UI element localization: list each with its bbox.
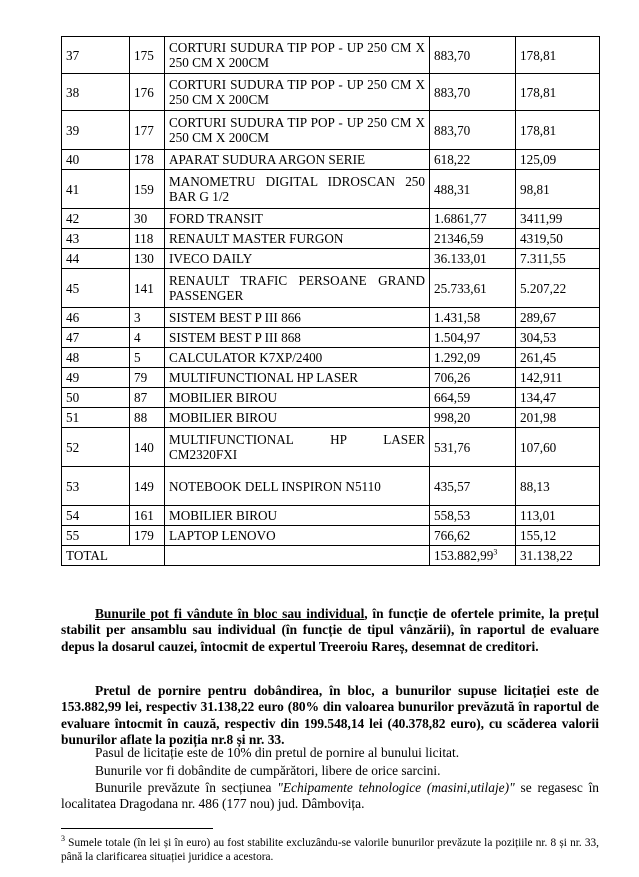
asset-description: APARAT SUDURA ARGON SERIE xyxy=(165,150,430,170)
sale-mode-text: , în funcție de ofertele primite, la prețul stabilit per ansamblu sau individual (în funcție de tipul vânzării), în raportul de evaluare depus la dosarul cauzei, întocmit de expertul Treeroiu Rareș, desemnat de creditori. xyxy=(61,606,599,654)
table-row xyxy=(62,111,600,150)
footnote-separator xyxy=(61,828,213,829)
footnote-mark: 3 xyxy=(61,834,65,844)
table-row xyxy=(62,408,600,428)
value-eur: 261,45 xyxy=(516,348,600,368)
table-row xyxy=(62,506,600,526)
location-text-before: Bunurile prevăzute în secțiunea xyxy=(95,780,278,795)
asset-description: LAPTOP LENOVO xyxy=(165,526,430,546)
asset-description: MANOMETRU DIGITAL IDROSCAN 250 BAR G 1/2 xyxy=(165,170,430,209)
inventory-id: 159 xyxy=(130,170,165,209)
table-row xyxy=(62,249,600,269)
asset-description: CORTURI SUDURA TIP POP - UP 250 CM X 250 CM X 200CM xyxy=(165,74,430,111)
table-row xyxy=(62,348,600,368)
value-eur: 142,911 xyxy=(516,368,600,388)
inventory-id: 177 xyxy=(130,111,165,150)
value-eur: 125,09 xyxy=(516,150,600,170)
table-row xyxy=(62,209,600,229)
value-ron: 998,20 xyxy=(430,408,516,428)
asset-description: SISTEM BEST P III 868 xyxy=(165,328,430,348)
value-ron: 558,53 xyxy=(430,506,516,526)
inventory-id: 130 xyxy=(130,249,165,269)
paragraph-location xyxy=(61,780,599,813)
table-row xyxy=(62,328,600,348)
inventory-id: 5 xyxy=(130,348,165,368)
row-number: 47 xyxy=(62,328,130,348)
inventory-id: 175 xyxy=(130,37,165,74)
value-eur: 155,12 xyxy=(516,526,600,546)
row-number: 51 xyxy=(62,408,130,428)
row-number: 45 xyxy=(62,269,130,308)
value-eur: 178,81 xyxy=(516,37,600,74)
value-ron: 664,59 xyxy=(430,388,516,408)
value-eur: 107,60 xyxy=(516,428,600,467)
value-ron: 883,70 xyxy=(430,37,516,74)
row-number: 44 xyxy=(62,249,130,269)
value-eur: 113,01 xyxy=(516,506,600,526)
asset-description: CALCULATOR K7XP/2400 xyxy=(165,348,430,368)
row-number: 43 xyxy=(62,229,130,249)
asset-description: RENAULT TRAFIC PERSOANE GRAND PASSENGER xyxy=(165,269,430,308)
total-eur: 31.138,22 xyxy=(516,546,600,566)
asset-description: RENAULT MASTER FURGON xyxy=(165,229,430,249)
row-number: 50 xyxy=(62,388,130,408)
total-empty-cell xyxy=(165,546,430,566)
footnote-text: Sumele totale (în lei și în euro) au fost stabilite excluzându-se valorile bunurilor prevăzute la pozițiile nr. 8 și nr. 33, până la clarificarea situației juridice a acestora. xyxy=(61,837,599,863)
asset-description: FORD TRANSIT xyxy=(165,209,430,229)
table-row xyxy=(62,74,600,111)
inventory-id: 176 xyxy=(130,74,165,111)
footnote xyxy=(61,836,599,864)
paragraph-bid-step: Pasul de licitație este de 10% din pretul de pornire al bunului licitat. xyxy=(95,745,460,760)
location-section-name: "Echipamente tehnologice (masini,utilaje)" xyxy=(277,780,515,795)
row-number: 42 xyxy=(62,209,130,229)
inventory-id: 179 xyxy=(130,526,165,546)
row-number: 52 xyxy=(62,428,130,467)
value-eur: 201,98 xyxy=(516,408,600,428)
row-number: 38 xyxy=(62,74,130,111)
value-eur: 4319,50 xyxy=(516,229,600,249)
asset-description: CORTURI SUDURA TIP POP - UP 250 CM X 250 CM X 200CM xyxy=(165,111,430,150)
value-ron: 883,70 xyxy=(430,111,516,150)
inventory-id: 87 xyxy=(130,388,165,408)
value-ron: 1.292,09 xyxy=(430,348,516,368)
total-row xyxy=(62,546,600,566)
row-number: 39 xyxy=(62,111,130,150)
inventory-id: 141 xyxy=(130,269,165,308)
inventory-id: 30 xyxy=(130,209,165,229)
asset-description: NOTEBOOK DELL INSPIRON N5110 xyxy=(165,467,430,506)
inventory-id: 118 xyxy=(130,229,165,249)
value-eur: 3411,99 xyxy=(516,209,600,229)
value-ron: 706,26 xyxy=(430,368,516,388)
value-ron: 488,31 xyxy=(430,170,516,209)
value-ron: 1.6861,77 xyxy=(430,209,516,229)
value-eur: 5.207,22 xyxy=(516,269,600,308)
value-eur: 7.311,55 xyxy=(516,249,600,269)
row-number: 54 xyxy=(62,506,130,526)
inventory-id: 88 xyxy=(130,408,165,428)
asset-description: MULTIFUNCTIONAL HP LASER xyxy=(165,368,430,388)
row-number: 40 xyxy=(62,150,130,170)
value-ron: 25.733,61 xyxy=(430,269,516,308)
asset-description: IVECO DAILY xyxy=(165,249,430,269)
value-ron: 618,22 xyxy=(430,150,516,170)
value-ron: 883,70 xyxy=(430,74,516,111)
table-row xyxy=(62,308,600,328)
paragraph-sale-mode xyxy=(61,606,599,655)
inventory-id: 178 xyxy=(130,150,165,170)
value-ron: 766,62 xyxy=(430,526,516,546)
row-number: 41 xyxy=(62,170,130,209)
row-number: 48 xyxy=(62,348,130,368)
total-ron xyxy=(430,546,516,566)
table-row xyxy=(62,170,600,209)
value-eur: 134,47 xyxy=(516,388,600,408)
table-row xyxy=(62,428,600,467)
value-eur: 178,81 xyxy=(516,111,600,150)
table-row xyxy=(62,467,600,506)
inventory-id: 140 xyxy=(130,428,165,467)
value-eur: 289,67 xyxy=(516,308,600,328)
asset-description: MOBILIER BIROU xyxy=(165,408,430,428)
table-row xyxy=(62,388,600,408)
asset-description: CORTURI SUDURA TIP POP - UP 250 CM X 250 CM X 200CM xyxy=(165,37,430,74)
inventory-id: 161 xyxy=(130,506,165,526)
asset-description: MOBILIER BIROU xyxy=(165,506,430,526)
inventory-id: 79 xyxy=(130,368,165,388)
assets-table xyxy=(61,36,600,566)
value-ron: 21346,59 xyxy=(430,229,516,249)
value-eur: 304,53 xyxy=(516,328,600,348)
footnote-ref: 3 xyxy=(493,547,498,557)
row-number: 49 xyxy=(62,368,130,388)
asset-description: SISTEM BEST P III 866 xyxy=(165,308,430,328)
total-ron-value: 153.882,99 xyxy=(434,548,494,563)
row-number: 37 xyxy=(62,37,130,74)
total-label: TOTAL xyxy=(62,546,165,566)
paragraph-encumbrances: Bunurile vor fi dobândite de cumpărători, libere de orice sarcini. xyxy=(95,763,441,778)
value-eur: 178,81 xyxy=(516,74,600,111)
inventory-id: 4 xyxy=(130,328,165,348)
row-number: 53 xyxy=(62,467,130,506)
value-ron: 1.504,97 xyxy=(430,328,516,348)
table-row xyxy=(62,150,600,170)
table-row xyxy=(62,368,600,388)
paragraph-starting-price: Pretul de pornire pentru dobândirea, în bloc, a bunurilor supuse licitației este de 153.882,99 lei, respectiv 31.138,22 euro (80% din valoarea bunurilor prevăzută în raportul de evaluare întocmit în cauză, respectiv din 199.548,14 lei (40.378,82 euro), cu scăderea valorii bunurilor aflate la poziția nr.8 și nr. 33. xyxy=(61,683,599,747)
row-number: 46 xyxy=(62,308,130,328)
table-row xyxy=(62,269,600,308)
value-ron: 36.133,01 xyxy=(430,249,516,269)
value-ron: 531,76 xyxy=(430,428,516,467)
value-ron: 1.431,58 xyxy=(430,308,516,328)
sale-mode-emphasis: Bunurile pot fi vândute în bloc sau individual xyxy=(95,606,365,621)
asset-description: MULTIFUNCTIONAL HP LASER CM2320FXI xyxy=(165,428,430,467)
table-row xyxy=(62,526,600,546)
value-eur: 88,13 xyxy=(516,467,600,506)
table-row xyxy=(62,37,600,74)
location-text-after: se regasesc în localitatea Dragodana nr. 486 (177 nou) jud. Dâmbovița. xyxy=(61,780,599,812)
value-eur: 98,81 xyxy=(516,170,600,209)
assets-table-body xyxy=(62,37,600,566)
row-number: 55 xyxy=(62,526,130,546)
table-row xyxy=(62,229,600,249)
asset-description: MOBILIER BIROU xyxy=(165,388,430,408)
inventory-id: 3 xyxy=(130,308,165,328)
value-ron: 435,57 xyxy=(430,467,516,506)
inventory-id: 149 xyxy=(130,467,165,506)
